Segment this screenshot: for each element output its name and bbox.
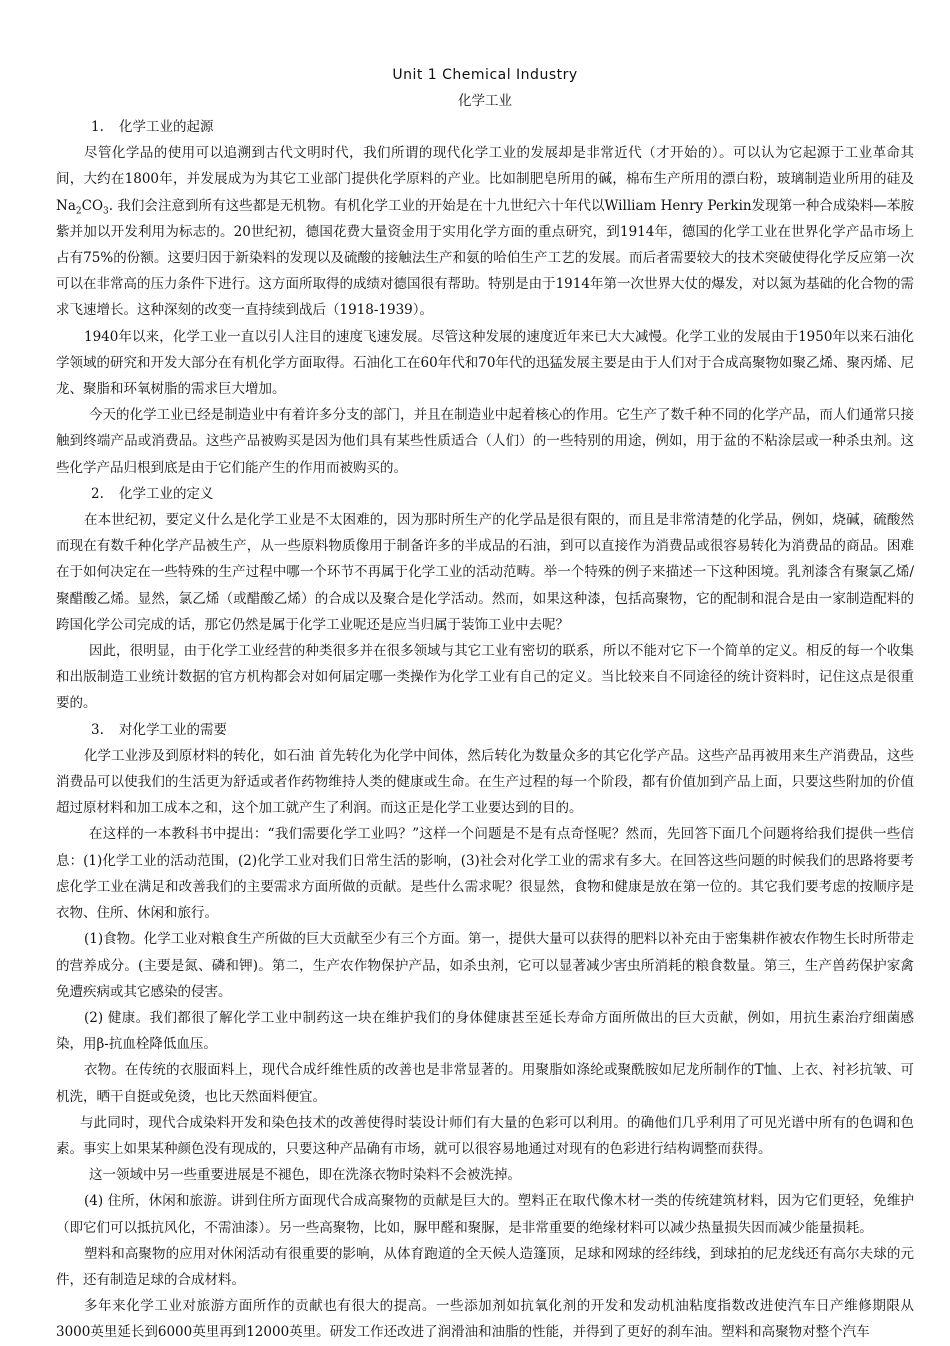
section-heading-1 — [56, 114, 914, 140]
paragraph: 因此，很明显，由于化学工业经营的种类很多并在很多领域与其它工业有密切的联系，所以不能对它下一个简单的定义。相反的每一个收集和出版制造工业统计数据的官方机构都会对如何届定哪一类操作为化学工业有自己的定义。当比较来自不同途径的统计资料时，记住这点是很重要的。 — [56, 643, 914, 712]
section-title: 化学工业的定义 — [119, 485, 214, 502]
document-subtitle: 化学工业 — [458, 93, 512, 109]
paragraph: 在本世纪初，要定义什么是化学工业是不太困难的，因为那时所生产的化学品是很有限的，而且是非常清楚的化学品，例如，烧碱，硫酸然而现在有数千种化学产品被生产，从一些原料物质像用于制备许多的半成品的石油，到可以直接作为消费品或很容易转化为消费品的商品。困难在于如何决定在一些特殊的生产过程中哪一个环节不再属于化学工业的活动范畴。举一个特殊的例子来描述一下这种困境。乳剂漆含有聚氯乙烯/聚醋酸乙烯。显然，氯乙烯（或醋酸乙烯）的合成以及聚合是化学活动。然而，如果这种漆，包括高聚物，它的配制和混合是由一家制造配料的跨国化学公司完成的话，那它仍然是属于化学工业呢还是应当归属于装饰工业中去呢？ — [56, 512, 914, 633]
paragraph: 塑料和高聚物的应用对休闲活动有很重要的影响，从体育跑道的全天候人造篷顶，足球和网球的经纬线，到球拍的尼龙线还有高尔夫球的元件，还有制造足球的合成材料。 — [56, 1245, 914, 1288]
document-page — [56, 62, 914, 1346]
paragraph: 1940年以来，化学工业一直以引人注目的速度飞速发展。尽管这种发展的速度近年来已大大减慢。化学工业的发展由于1950年以来石油化学领域的研究和开发大部分在有机化学方面取得。石油化工在60年代和70年代的迅猛发展主要是由于人们对于合成高聚物如聚乙烯、聚丙烯、尼龙、聚脂和环氧树脂的需求巨大增加。 — [56, 328, 914, 398]
paragraph: (2) 健康。我们都很了解化学工业中制药这一块在维护我们的身体健康甚至延长寿命方面所做出的巨大贡献，例如，用抗生素治疗细菌感染，用β-抗血栓降低血压。 — [56, 1009, 914, 1053]
paragraph: 化学工业涉及到原材料的转化，如石油 首先转化为化学中间体，然后转化为数量众多的其它化学产品。这些产品再被用来生产消费品，这些消费品可以使我们的生活更为舒适或者作药物维持人类的健康或生命。在生产过程的每一个阶段，都有价值加到产品上面，只要这些附加的价值超过原材料和加工成本之和，这个加工就产生了利润。而这正是化学工业要达到的目的。 — [56, 747, 914, 817]
section-heading-3 — [56, 717, 914, 743]
section-heading-2 — [56, 481, 914, 507]
paragraph: 这一领域中另一些重要进展是不褪色，即在洗涤衣物时染料不会被洗掉。 — [89, 1167, 521, 1184]
section-title: 化学工业的起源 — [119, 119, 214, 135]
paragraph: 衣物。在传统的衣服面料上，现代合成纤维性质的改善也是非常显著的。用聚脂如涤纶或聚酰胺如尼龙所制作的T恤、上衣、衬衫抗皱、可机洗，晒干自挺或免烫，也比天然面料便宜。 — [56, 1062, 914, 1105]
document-title: Unit 1 Chemical Industry — [392, 67, 578, 83]
section-number: 3. — [91, 721, 104, 738]
paragraph: 在这样的一本教科书中提出：“我们需要化学工业吗？”这样一个问题是不是有点奇怪呢？然而，先回答下面几个问题将给我们提供一些信息：(1)化学工业的活动范围，(2)化学工业对我们日常生活的影响，(3)社会对化学工业的需求有多大。在回答这些问题的时候我们的思路将要考虑化学工业在满足和改善我们的主要需求方面所做的贡献。是些什么需求呢？很显然，食物和健康是放在第一位的。其它我们要考虑的按顺序是衣物、住所、休闲和旅行。 — [56, 826, 914, 922]
paragraph: 与此同时，现代合成染料开发和染色技术的改善使得时装设计师们有大量的色彩可以利用。的确他们几乎利用了可见光谱中所有的色调和色素。事实上如果某种颜色没有现成的，只要这种产品确有市场，就可以很容易地通过对现有的色彩进行结构调整而获得。 — [56, 1114, 914, 1157]
paragraph: (1)食物。化学工业对粮食生产所做的巨大贡献至少有三个方面。第一，提供大量可以获得的肥料以补充由于密集耕作被农作物生长时所带走的营养成分。(主要是氮、磷和钾)。第二，生产农作物保护产品，如杀虫剂，它可以显著减少害虫所消耗的粮食数量。第三，生产兽药保护家禽免遭疾病或其它感染的侵害。 — [56, 931, 914, 1000]
section-number: 1. — [91, 119, 104, 135]
paragraph: 尽管化学品的使用可以追溯到古代文明时代，我们所谓的现代化学工业的发展却是非常近代（才开始的）。可以认为它起源于工业革命其间，大约在1800年，并发展成为为其它工业部门提供化学原料的产业。比如制肥皂所用的碱，棉布生产所用的漂白粉，玻璃制造业所用的硅及$Na_2CO_3$. 我们会注意到所有这些都是无机物。有机化学工业的开始是在十九世纪六十年代以William Henry Perkin发现第一种合成染料—苯胺紫并加以开发利用为标志的。20世纪初，德国花费大量资金用于实用化学方面的重点研究，到1914年，德国的化学工业在世界化学产品市场上占有75%的份额。这要归因于新染料的发现以及硫酸的接触法生产和氨的哈伯生产工艺的发展。而后者需要较大的技术突破使得化学反应第一次可以在非常高的压力条件下进行。这方面所取得的成绩对德国很有帮助。特别是由于1914年第一次世界大仗的爆发，对以氮为基础的化合物的需求飞速增长。这种深刻的改变一直持续到战后（1918-1939）。 — [56, 145, 914, 319]
section-title: 对化学工业的需要 — [119, 721, 227, 738]
section-number: 2. — [91, 485, 104, 502]
paragraph: (4) 住所，休闲和旅游。讲到住所方面现代合成高聚物的贡献是巨大的。塑料正在取代像木材一类的传统建筑材料，因为它们更轻，免维护（即它们可以抵抗风化，不需油漆）。另一些高聚物，比如，脲甲醛和聚脲，是非常重要的绝缘材料可以减少热量损失因而减少能量损耗。 — [56, 1193, 914, 1236]
paragraph: 多年来化学工业对旅游方面所作的贡献也有很大的提高。一些添加剂如抗氧化剂的开发和发动机油粘度指数改进使汽车日产维修期限从3000英里延长到6000英里再到12000英里。研发工作还改进了润滑油和油脂的性能，并得到了更好的刹车油。塑料和高聚物对整个汽车 — [56, 1298, 914, 1341]
paragraph: 今天的化学工业已经是制造业中有着许多分支的部门，并且在制造业中起着核心的作用。它生产了数千种不同的化学产品，而人们通常只接触到终端产品或消费品。这些产品被购买是因为他们具有某些性质适合（人们）的一些特别的用途，例如，用于盆的不粘涂层或一种杀虫剂。这些化学产品归根到底是由于它们能产生的作用而被购买的。 — [56, 407, 914, 476]
